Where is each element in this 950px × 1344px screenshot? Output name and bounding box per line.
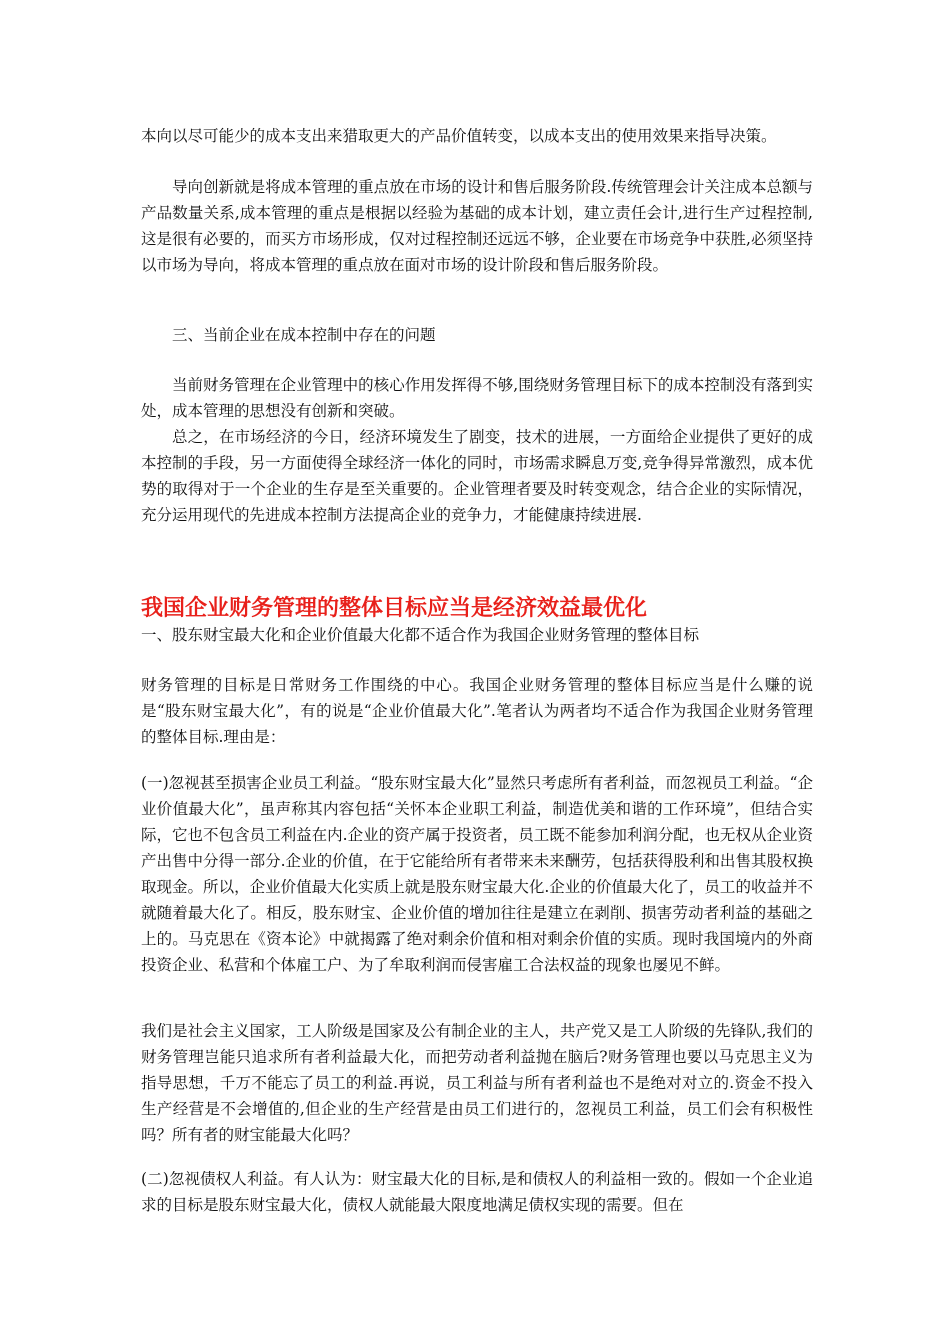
paragraph: 导向创新就是将成本管理的重点放在市场的设计和售后服务阶段.传统管理会计关注成本总额与产品数量关系,成本管理的重点是根据以经验为基础的成本计划，建立责任会计,进行生产过程控制,这是很有必要的，而买方市场形成，仅对过程控制还远远不够，企业要在市场竞争中获胜,必须坚持以市场为导向，将成本管理的重点放在面对市场的设计阶段和售后服务阶段。 [141, 178, 813, 274]
section-heading: 三、当前企业在成本控制中存在的问题 [172, 326, 436, 344]
article-title: 我国企业财务管理的整体目标应当是经济效益最优化 [141, 596, 648, 621]
paragraph: 总之，在市场经济的今日，经济环境发生了剧变，技术的进展，一方面给企业提供了更好的成本控制的手段，另一方面使得全球经济一体化的同时，市场需求瞬息万变,竞争得异常激烈，成本优势的取得对于一个企业的生存是至关重要的。企业管理者要及时转变观念，结合企业的实际情况，充分运用现代的先进成本控制方法提高企业的竞争力，才能健康持续进展. [141, 428, 813, 524]
paragraph: 本向以尽可能少的成本支出来猎取更大的产品价值转变，以成本支出的使用效果来指导决策。 [141, 127, 777, 145]
paragraph: (二)忽视债权人利益。有人认为：财宝最大化的目标,是和债权人的利益相一致的。假如一个企业追求的目标是股东财宝最大化，债权人就能最大限度地满足债权实现的需要。但在 [141, 1170, 813, 1214]
paragraph: 财务管理的目标是日常财务工作围绕的中心。我国企业财务管理的整体目标应当是什么赚的说是“股东财宝最大化”，有的说是“企业价值最大化”.笔者认为两者均不适合作为我国企业财务管理的整体目标.理由是： [141, 676, 813, 746]
paragraph: 当前财务管理在企业管理中的核心作用发挥得不够,围绕财务管理目标下的成本控制没有落到实处，成本管理的思想没有创新和突破。 [141, 376, 813, 420]
paragraph: 我们是社会主义国家，工人阶级是国家及公有制企业的主人，共产党又是工人阶级的先锋队,我们的财务管理岂能只追求所有者利益最大化，而把劳动者利益抛在脑后?财务管理也要以马克思主义为指导思想，千万不能忘了员工的利益.再说，员工利益与所有者利益也不是绝对对立的.资金不投入生产经营是不会增值的,但企业的生产经营是由员工们进行的，忽视员工利益，员工们会有积极性吗？所有者的财宝能最大化吗？ [141, 1022, 813, 1144]
article-subtitle: 一、股东财宝最大化和企业价值最大化都不适合作为我国企业财务管理的整体目标 [141, 626, 700, 644]
paragraph: (一)忽视甚至损害企业员工利益。“股东财宝最大化”显然只考虑所有者利益，而忽视员工利益。“企业价值最大化”，虽声称其内容包括“关怀本企业职工利益，制造优美和谐的工作环境”，但结合实际，它也不包含员工利益在内.企业的资产属于投资者，员工既不能参加利润分配，也无权从企业资产出售中分得一部分.企业的价值，在于它能给所有者带来未来酬劳，包括获得股利和出售其股权换取现金。所以，企业价值最大化实质上就是股东财宝最大化.企业的价值最大化了，员工的收益并不就随着最大化了。相反，股东财宝、企业价值的增加往往是建立在剥削、损害劳动者利益的基础之上的。马克思在《资本论》中就揭露了绝对剩余价值和相对剩余价值的实质。现时我国境内的外商投资企业、私营和个体雇工户、为了牟取利润而侵害雇工合法权益的现象也屡见不鲜。 [141, 774, 813, 974]
